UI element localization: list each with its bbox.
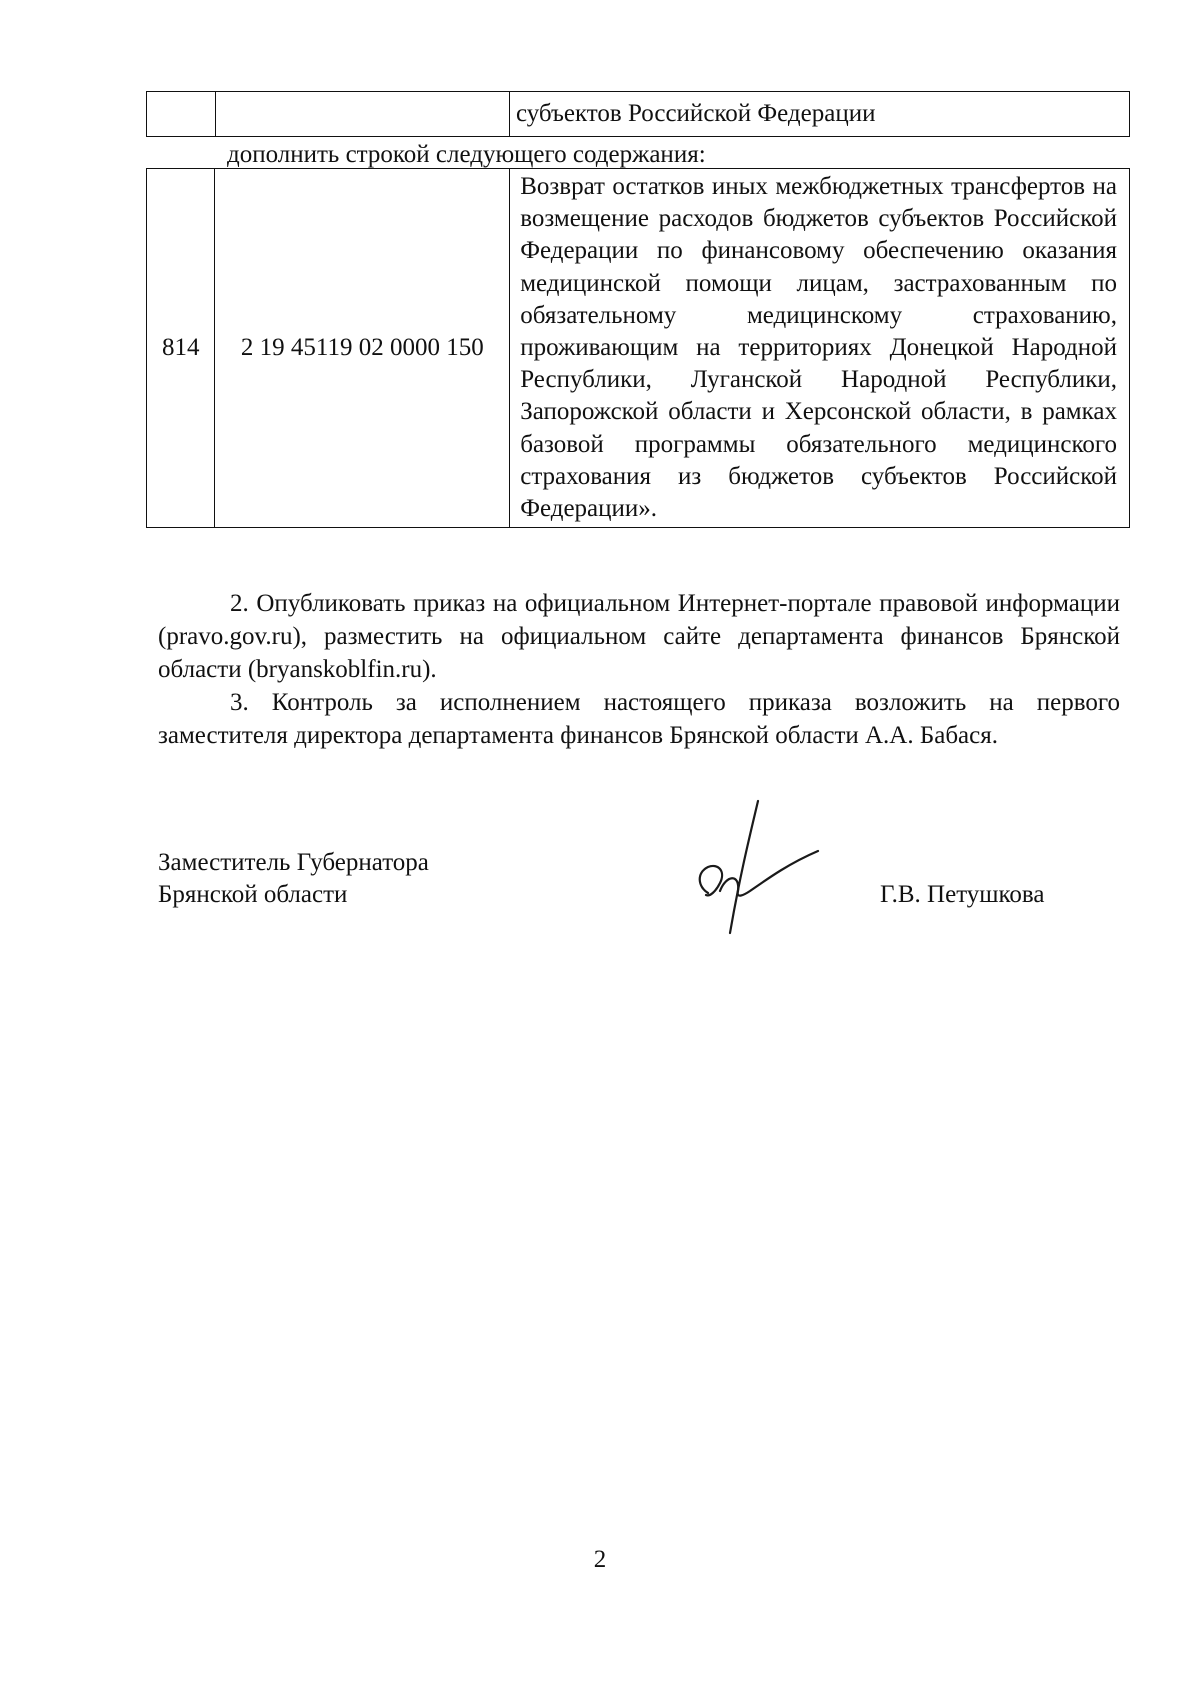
signatory-position-line: Заместитель Губернатора bbox=[158, 849, 429, 876]
signatory-position bbox=[158, 847, 429, 911]
table-new-row bbox=[146, 168, 1130, 528]
signatory-name: Г.В. Петушкова bbox=[880, 881, 1045, 908]
paragraph-publish: 2. Опубликовать приказ на официальном Интернет-портале правовой информации (pravo.gov.ru), разместить на официальном сайте департамента финансов Брянской области (bryanskoblfin.ru). bbox=[158, 590, 1120, 683]
table-cell-description: субъектов Российской Федерации bbox=[509, 92, 1129, 137]
table-cell-kbk: 2 19 45119 02 0000 150 bbox=[215, 169, 510, 528]
table-cell-code: 814 bbox=[147, 169, 215, 528]
table-cell-description: Возврат остатков иных межбюджетных трансфертов на возмещение расходов бюджетов субъектов Российской Федерации по финансовому обеспечению оказания медицинской помощи лицам, застрахованным по обязательному медицинскому страхованию, проживающим на территориях Донецкой Народной Республики, Луганской Народной Республики, Запорожской области и Херсонской области, в рамках базовой программы обязательного медицинского страхования из бюджетов субъектов Российской Федерации». bbox=[510, 169, 1130, 528]
table-row bbox=[147, 92, 1130, 137]
table-cell-code bbox=[147, 92, 216, 137]
handwritten-signature bbox=[660, 795, 830, 935]
table-cell-kbk bbox=[215, 92, 509, 137]
table-continuation bbox=[146, 91, 1130, 137]
page-number: 2 bbox=[593, 1546, 607, 1573]
signatory-position-line: Брянской области bbox=[158, 881, 348, 908]
table-row bbox=[147, 169, 1130, 528]
add-row-instruction: дополнить строкой следующего содержания: bbox=[227, 141, 706, 168]
paragraph-control: 3. Контроль за исполнением настоящего приказа возложить на первого заместителя директора департамента финансов Брянской области А.А. Бабася. bbox=[158, 689, 1120, 749]
